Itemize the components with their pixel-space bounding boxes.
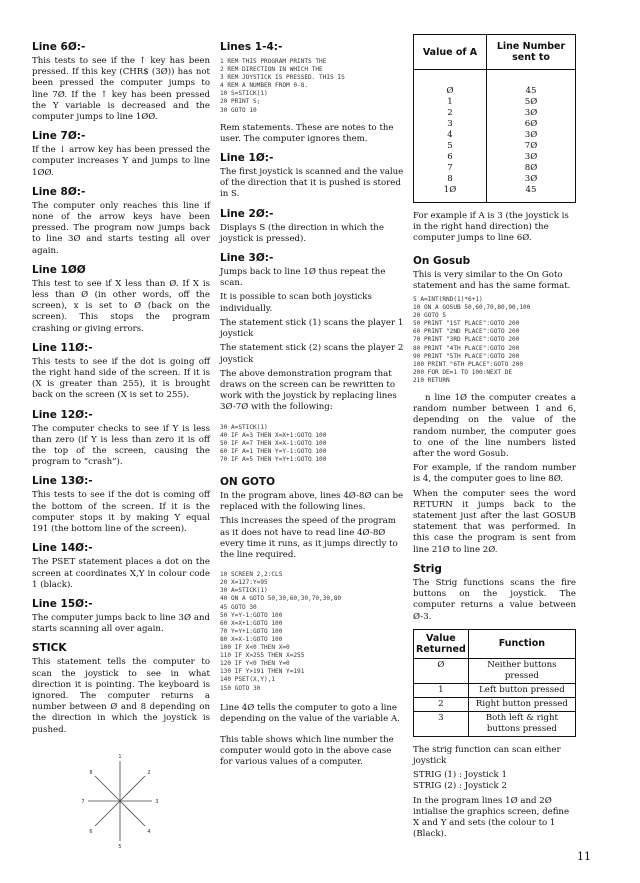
table-row xyxy=(414,119,576,130)
text-strig-c: In the program lines 1Ø and 2Ø intialise the graphics screen, define X and Y and sets (the colour to 1 (Black). xyxy=(413,795,570,840)
table-cell: 1 xyxy=(414,683,469,697)
heading-lines-1-4: Lines 1-4:- xyxy=(220,41,283,53)
column-right xyxy=(413,34,576,843)
text-line-130: This tests to see if the dot is coming off the bottom of the screen. If it is the computer stops it by making Y equal 191 (the bottom line of the screen). xyxy=(32,490,210,535)
table-cell: 2 xyxy=(414,108,487,119)
table-cell: 3 xyxy=(414,119,487,130)
text-line-60: This tests to see if the ↑ key has been pressed. If this key (CHR$ (3Ø)) has not been pressed the computer jumps to line 7Ø. If the ↑ key has been pressed the Y variable is decreased and the computer jumps to line 1ØØ. xyxy=(32,56,210,123)
text-line-80: The computer only reaches this line if none of the arrow keys have been pressed. The program now jumps back to line 3Ø and starts testing all over again. xyxy=(32,200,210,256)
strig-table-header-function: Function xyxy=(468,629,575,658)
strig-table-header-value: Value Returned xyxy=(414,629,469,658)
goto-table xyxy=(413,34,576,203)
table-cell: 4 xyxy=(414,130,487,141)
heading-line-20: Line 2Ø:- xyxy=(220,207,274,220)
column-middle xyxy=(220,34,406,772)
table-row xyxy=(414,697,576,711)
table-cell: Neither buttons pressed xyxy=(468,658,575,683)
text-line-20: Displays S (the direction in which the joystick is pressed). xyxy=(220,222,384,244)
joystick-direction-diagram xyxy=(70,751,170,851)
table-cell: 2 xyxy=(414,697,469,711)
code-listing-stick: 1 REM THIS PROGRAM PRINTS THE 2 REM DIRECTION IN WHICH THE 3 REM JOYSTICK IS PRESSED. THIS IS 4 REM A NUMBER FROM 0-8. 10 S=STICK(1) 20 PRINT S; 30 GOTO 10 xyxy=(220,58,345,114)
text-line-100: This test to see if X less than Ø. If X is less than Ø (in other words, off the screen), x is set to Ø (back on the screen). This stops the program crashing or giving errors. xyxy=(32,278,210,334)
text-gosub-a: n line 1Ø the computer creates a random number between 1 and 6, depending on the value of the random number, the computer goes to one of the line numbers listed after the word Gosub. xyxy=(413,393,576,460)
goto-table-header-b: Line Number sent to xyxy=(487,35,576,70)
text-strig-1: STRIG (1) : Joystick 1 xyxy=(413,770,507,781)
heading-line-100: Line 1ØØ xyxy=(32,263,86,276)
text-strig: The Strig functions scans the fire buttons on the joystick. The computer returns a value between Ø-3. xyxy=(413,577,576,622)
text-on-goto-a: In the program above, lines 4Ø-8Ø can be replaced with the following lines. xyxy=(220,490,404,513)
text-line-110: This tests to see if the dot is going off the right hand side of the screen. If it is (X is greater than 255), it is brought back on the screen (X is set to 255). xyxy=(32,356,210,401)
table-row xyxy=(414,658,576,683)
table-cell: 3Ø xyxy=(487,174,576,185)
table-cell: 3Ø xyxy=(487,108,576,119)
text-line-30-a: Jumps back to line 1Ø thus repeat the scan. xyxy=(220,267,386,289)
table-cell: Right button pressed xyxy=(468,697,575,711)
column-left xyxy=(32,34,210,739)
text-rem: Rem statements. These are notes to the user. The computer ignores them. xyxy=(220,122,394,144)
table-row xyxy=(414,163,576,174)
page-number: 11 xyxy=(577,850,591,863)
text-line-10: The first joystick is scanned and the value of the direction that it is pushed is stored in S. xyxy=(220,167,404,200)
text-line-70: If the ↓ arrow key has been pressed the computer increases Y and jumps to line 1ØØ. xyxy=(32,145,210,178)
table-cell: Both left & right buttons pressed xyxy=(468,711,575,736)
table-cell: 8Ø xyxy=(487,163,576,174)
table-cell: 1Ø xyxy=(414,185,487,203)
table-cell: Ø xyxy=(414,658,469,683)
table-row xyxy=(414,683,576,697)
joystick-label-2: 2 xyxy=(147,770,151,776)
text-line-30-c: The statement stick (1) scans the player 1 joystick xyxy=(220,317,404,340)
text-stick: This statement tells the computer to scan the joystick to see in what direction it is pointing. The keyboard is ignored. The computer returns a number between Ø and 8 depending on the direction in which the joystick is pushed. xyxy=(32,657,210,735)
table-cell: Ø xyxy=(414,70,487,98)
table-cell: 3Ø xyxy=(487,130,576,141)
text-line-40: Line 4Ø tells the computer to goto a line depending on the value of the variable A. xyxy=(220,702,400,724)
text-gosub-c: When the computer sees the word RETURN it jumps back to the statement just after the last GOSUB statement that was performed. In this case the program is sent from line 21Ø to line 2Ø. xyxy=(413,488,576,555)
text-line-150: The computer jumps back to line 3Ø and starts scanning all over again. xyxy=(32,612,210,635)
heading-line-150: Line 15Ø:- xyxy=(32,597,93,610)
table-cell: Left button pressed xyxy=(468,683,575,697)
heading-line-130: Line 13Ø:- xyxy=(32,475,93,488)
heading-line-120: Line 12Ø:- xyxy=(32,408,93,421)
table-cell: 45 xyxy=(487,70,576,98)
joystick-label-4: 4 xyxy=(147,829,151,835)
code-listing-joystick: 30 A=STICK(1) 40 IF A=3 THEN X=X+1:GOTO 100 50 IF A=7 THEN X=X-1:GOTO 100 60 IF A=1 THEN Y=Y-1:GOTO 100 70 IF A=5 THEN Y=Y+1:GOTO 100 xyxy=(220,423,327,463)
text-line-30-e: The above demonstration program that draws on the screen can be rewritten to work with the joystick by replacing lines 3Ø-7Ø with the following: xyxy=(220,368,397,413)
table-row xyxy=(414,711,576,736)
joystick-label-6: 6 xyxy=(89,829,93,835)
joystick-label-7: 7 xyxy=(81,799,85,805)
text-table-intro: This table shows which line number the computer would goto in the above case for various values of a computer. xyxy=(220,735,394,768)
joystick-label-8: 8 xyxy=(89,770,93,776)
text-line-140: The PSET statement places a dot on the screen at coordinates X,Y in colour code 1 (black). xyxy=(32,557,210,590)
heading-line-140: Line 14Ø:- xyxy=(32,542,93,555)
text-gosub-b: For example, if the random number is 4, the computer goes to line 8Ø. xyxy=(413,463,576,485)
heading-stick: STICK xyxy=(32,642,67,655)
text-line-120: The computer checks to see if Y is less than zero (if Y is less than zero it is off the top of the screen, causing the program to “crash”). xyxy=(32,423,210,468)
text-on-gosub: This is very similar to the On Goto statement and has the same format. xyxy=(413,269,571,291)
text-strig-2: STRIG (2) : Joystick 2 xyxy=(413,781,507,792)
text-line-30-b: It is possible to scan both joysticks individually. xyxy=(220,292,372,314)
table-row xyxy=(414,70,576,98)
heading-line-70: Line 7Ø:- xyxy=(32,130,86,143)
table-row xyxy=(414,152,576,163)
table-cell: 45 xyxy=(487,185,576,203)
code-listing-on-goto: 10 SCREEN 2,2:CLS 20 X=127:Y=95 30 A=STICK(1) 40 ON A GOTO 50,30,60,30,70,30,80 45 GOTO 30 50 Y=Y-1:GOTO 100 60 X=X+1:GOTO 100 70 Y=Y+1:GOTO 100 80 X=X-1:GOTO 100 100 IF X<0 THEN X=0 110 IF X>255 THEN X=255 120 IF Y<0 THEN Y=0 130 IF Y>191 THEN Y=191 140 PSET(X,Y),1 150 GOTO 30 xyxy=(220,571,342,692)
goto-table-header-a: Value of A xyxy=(414,35,487,70)
text-on-goto-b: This increases the speed of the program as it does not have to read line 4Ø-8Ø every time it runs, as it jumps directly to the line required. xyxy=(220,516,398,560)
table-cell: 8 xyxy=(414,174,487,185)
table-cell: 6Ø xyxy=(487,119,576,130)
text-line-30-d: The statement stick (2) scans the player 2 joystick xyxy=(220,343,404,365)
table-row xyxy=(414,97,576,108)
heading-strig: Strig xyxy=(413,562,442,575)
table-cell: 3 xyxy=(414,711,469,736)
table-cell: 3Ø xyxy=(487,152,576,163)
table-row xyxy=(414,185,576,203)
heading-line-80: Line 8Ø:- xyxy=(32,185,86,198)
table-row xyxy=(414,108,576,119)
heading-line-110: Line 11Ø:- xyxy=(32,341,93,354)
table-cell: 6 xyxy=(414,152,487,163)
table-row xyxy=(414,174,576,185)
heading-on-gosub: On Gosub xyxy=(413,254,471,267)
code-listing-on-gosub: 5 A=INT(RND(1)*6+1) 10 ON A GOSUB 50,60,70,80,90,100 20 GOTO 5 50 PRINT "1ST PLACE":GOTO 200 60 PRINT "2ND PLACE":GOTO 200 70 PRINT "3RD PLACE":GOTO 200 80 PRINT "4TH PLACE":GOTO 200 90 PRINT "5TH PLACE":GOTO 200 100 PRINT "6TH PLACE":GOTO 200 200 FOR DE=1 TO 100:NEXT DE 210 RETURN xyxy=(413,296,531,384)
joystick-label-1: 1 xyxy=(118,754,122,760)
text-example: For example if A is 3 (the joystick is in the right hand direction) the computer jumps to line 6Ø. xyxy=(413,211,569,244)
table-cell: 1 xyxy=(414,97,487,108)
table-row xyxy=(414,130,576,141)
table-row xyxy=(414,141,576,152)
table-cell: 7 xyxy=(414,163,487,174)
heading-line-30: Line 3Ø:- xyxy=(220,252,274,265)
strig-table xyxy=(413,629,576,737)
table-cell: 5Ø xyxy=(487,97,576,108)
text-strig-b: The strig function can scan either joystick xyxy=(413,744,561,766)
joystick-label-5: 5 xyxy=(118,844,122,850)
joystick-label-3: 3 xyxy=(155,799,159,805)
table-cell: 5 xyxy=(414,141,487,152)
heading-line-60: Line 6Ø:- xyxy=(32,41,86,53)
heading-on-goto: ON GOTO xyxy=(220,475,276,488)
table-cell: 7Ø xyxy=(487,141,576,152)
heading-line-10: Line 1Ø:- xyxy=(220,152,274,165)
